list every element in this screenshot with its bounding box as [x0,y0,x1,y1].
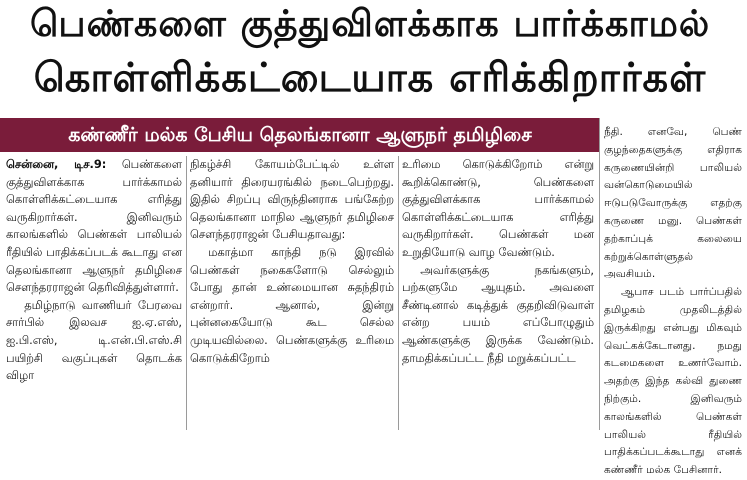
article-column-2 [190,156,394,430]
article-paragraph: உரிமை கொடுக்கிறோம் என்று கூறிக்கொண்டு, பெண்களை குத்துவிளக்காக பார்க்காமல் கொள்ளிக்கட்டையாக எரித்து வருகிறார்கள். பெண்கள் மன உறுதியோடு வாழ வேண்டும். [402,157,594,259]
dateline: சென்னை, டிச.9: [6,157,107,171]
subheadline-banner: கண்ணீர் மல்க பேசிய தெலங்கானா ஆளுநர் தமிழிசை [0,118,600,152]
article-paragraph: தமிழ்நாடு வாணியர் பேரவை சார்பில் இலவச ஐ.ஏ.எஸ், ஐ.பி.எஸ், டி.என்.பி.எஸ்.சி பயிற்சி வகுப்புகள் தொடக்க விழா [6,297,182,383]
headline-line-2: கொள்ளிக்கட்டையாக எரிக்கிறார்கள் [33,55,707,101]
article-paragraph: மகாத்மா காந்தி நடு இரவில் பெண்கள் நகைகளோடு செல்லும் போது தான் உண்மையான சுதந்திரம் என்றார். ஆனால், இன்று புன்னகையோடு கூட செல்ல முடியவில்லை. பெண்களுக்கு உரிமை கொடுக்கிறோம் [190,244,394,365]
article-column-4 [604,124,742,477]
column-divider [398,156,399,430]
article-paragraph: ஆபாச படம் பார்ப்பதில் தமிழகம் முதலிடத்தில் இருக்கிறது என்பது மிகவும் வெட்கக்கேடானது. நமது கடமைகளை உணர்வோம். அதற்கு இந்த கல்வி துணை நிற்கும். இனிவரும் காலங்களில் பெண்கள் பாலியல் ரீதியில் பாதிக்கப்படக்கூடாது எனக் கண்ணீர் மல்க பேசினார். [604,286,742,477]
article-paragraph [6,156,182,297]
column-divider [599,118,600,430]
paragraph-text: பெண்களை குத்துவிளக்காக பார்க்காமல் கொள்ளிக்கட்டையாக எரித்து வருகிறார்கள். இனிவரும் காலங்களில் பெண்கள் பாலியல் ரீதியில் பாதிக்கப்படக் கூடாது என தெலங்கானா ஆளுநர் தமிழிசை சௌந்தரராஜன் தெரிவித்துள்ளார். [6,157,182,295]
article-paragraph: நிகழ்ச்சி கோயம்பேட்டில் உள்ள தனியார் திரையரங்கில் நடைபெற்றது. இதில் சிறப்பு விருந்தினராக பங்கேற்ற தெலங்கானா மாநில ஆளுநர் தமிழிசை சௌந்தரராஜன் பேசியதாவது: [190,157,394,242]
article-paragraph: அவர்களுக்கு நகங்களும், பற்களுமே ஆயுதம். அவளை சீண்டினால் கடித்துக் குதறிவிடுவாள் என்ற பயம் எப்போழுதும் ஆண்களுக்கு இருக்க வேண்டும். தாமதிக்கப்பட்ட நீதி மறுக்கப்பட்ட [402,262,594,365]
headline-line-1: பெண்களை குத்துவிளக்காக பார்க்காமல் [30,2,711,45]
article-column-1 [6,156,182,430]
article-column-3 [402,156,594,430]
article-paragraph: நீதி. எனவே, பெண் குழந்தைகளுக்கு எதிராக கருணையின்றி பாலியல் வன்கொடுமையில் ஈடுபடுவோருக்கு எதற்கு கருணை மனு. பெண்கள் தற்காப்புக் கலையை கற்றுக்கொள்ளுதல் அவசியம். [604,126,742,281]
column-divider [186,156,187,430]
